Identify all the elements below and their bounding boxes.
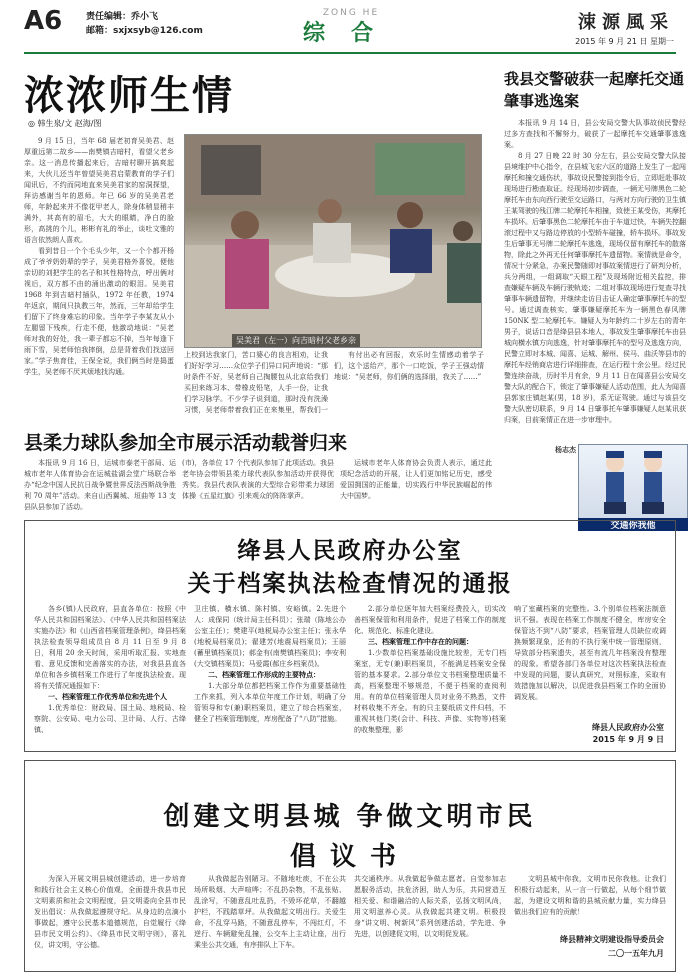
notice-para: 1.少数单位档案基础设施比较差，无专门档案室，无专(兼)职档案员，不能满足档案安全保管的基本要求。2.部分单位文书档案整理质量不高，档案整理不够规范，不便于档案的查阅利用。有的单位档案管理人员对业务不熟悉，文件材料收集不齐全。有的只主要纸质文件归档，不重视其他门类(会计、科技、声像、实物等)档案的收集整理，影 — [354, 649, 506, 734]
initiative-para: 为深入开展文明县城创建活动，进一步培育和践行社会主义核心价值观，全面提升我县市民文明素质和社会文明程度，县文明委向全县市民发出倡议：从我做起遵规守纪。从身边的点滴小事做起，遵守公民基本道德规范，自觉履行《绛县市民文明公约》、《绛县市民文明守则》，喜礼仪，讲文明，守公德。 — [34, 875, 186, 949]
article2-author: 杨志杰 — [555, 445, 576, 454]
notice-column — [34, 604, 186, 748]
article1-byline: ◎ 韩生泉/文 赵海/图 — [28, 119, 102, 128]
article1-para: 看到昔日一个个毛头少年，又一个个都开杨成了爷爷奶奶辈的学子，吴美君格外喜悦，便他亲切的刘把学生的名子和其性格特点，呼出俩对视后，双方都不由的涌出激动的眼泪。吴美君 1968 年到吉暗村插队，1972 年任教，1974 年返京，期间只执教三年，然而，三年却给学生们留下了终身难忘的印象。当年学子李某友从小左腿留下残疾，行走不便，他激动地说：“吴老师对我的好处，我一辈子都忘不掉，当年每逢下雨下雪，吴老师怕我摔倒，总是背着我们找送回家。”学子焦育佳，王保全说，我们俩当时是捣蛋学生，吴老师不厌其烦地找沟通。 — [24, 247, 174, 376]
editor-info — [86, 10, 203, 38]
issue-date: 2015 年 9 月 21 日 星期一 — [575, 37, 674, 46]
header-rule — [24, 52, 676, 54]
notice-column — [194, 604, 346, 748]
notice-column — [354, 604, 506, 748]
photo-caption: 吴美君（左一）向吉暗村父老乡亲 — [232, 334, 360, 347]
notice-para: 各乡(镇)人民政府，县直各单位：按照《中华人民共和国档案法》、《中华人民共和国档案法实施办法》和《山西省档案管理条例》，绛县档案执法检查领导组成员自 8 月 11 日至 9 月 8 日，利用 20 余天时间，采用听取汇报、实地查看、意见反馈和完善落实的办法，对我县县直各单位和各乡镇档案工作进行了年度执法检查。现将有关情况通报如下： — [34, 605, 186, 690]
article3-column — [24, 458, 176, 520]
notice-column — [514, 604, 666, 716]
initiative-para: 从我做起告别陋习。不随地吐痰，不在公共场所吸烟、大声喧哗；不乱扔杂物，不乱张贴、乱涂写，不随意乱吐乱扔，不毁坏花草，不翻越护栏，不践踏草坪。从我做起文明出行。关爱生命，不乱穿马路，不随意乱停车，不闯红灯，不逆行、车辆避免乱撞，公交车上主动让座，出行乘坐公共交通，有序排队上下车。 — [194, 875, 346, 949]
section-latin: ZONG HE — [322, 8, 380, 18]
section-title: 综合 — [302, 20, 399, 46]
notice-para: 1.优秀单位：财政局、国土局、地税局、检察院、公安局、电力公司、卫计局、人行、古绛镇、 — [34, 704, 186, 734]
article3-para: 运城市老年人体育协会负责人表示，通过此项纪念活动的开展，让人们更加铭记历史，感受爱国拥国的正能量，切实践行中华民族崛起的伟大中国梦。 — [340, 459, 492, 500]
initiative-date: 二〇一五年九月 — [608, 949, 664, 958]
initiative-column — [354, 874, 506, 968]
initiative-column — [514, 874, 666, 930]
notice-para: 1.大部分单位都把档案工作作为重要基础性工作来抓，列入本单位年度工作计划，明确了分管领导和专(兼)职档案员，建立了综合档案室，健全了档案管理制度，库房配备了“八防”措施。 — [194, 682, 346, 723]
article2-column — [504, 118, 686, 444]
notice-para: 响了室藏档案的完整性。3.个别单位档案法制意识不强。表现在档案工作制度不健全，库房安全保管达不到“八防”要求，档案管理人员缺位或调换频繁现象，还有的不执行案中统一管理原则，导致部分档案遗失，甚至有流几年档案没有整理的现象。希望各部门各单位对这次档案执法检查中发现的问题，要认真研究，对照标准，采取有效措施加以解决，以促进我县档案工作的全面协调发展。 — [514, 605, 666, 701]
notice-para: 2.部分单位逐年加大档案经费投入，切实改善档案保管和利用条件，促进了档案工作的制度化、规范化、标准化建设。 — [354, 605, 506, 635]
police-figures-icon — [579, 445, 689, 517]
article1-para: 上校到达我家门，苦口婆心的良言相劝，让我们好好学习……众位学子们异口同声地说：“那时条件不好，吴老师自己掏腰包从北京给我们买回来练习本、带橡皮铅笔，人手一份，让我们学习脉学。不少学子说到道，那时没有洗澡习惯，吴老师带着我们正在来集里，帮我们一 — [184, 351, 328, 414]
notice-section-heading: 三、档案管理工作中存在的问题： — [368, 638, 473, 646]
initiative-title: 创建文明县城 争做文明市民 — [163, 802, 537, 832]
article3-para: (市)，各单位 17 个代表队参加了此项活动。我县老年协会带领县柔力球代表队参加活动并获得优秀奖。我县代表队表演的大型综合彩带柔力球团体操《五星红旗》引来观众的阵阵掌声。 — [182, 459, 334, 500]
initiative-para: 文明县城中你我，文明市民你我他。让我们积极行动起来，从一言一行做起，从每个细节做起，为建设文明和谐的县城贡献力量，实力绛县做出我们应有的贡献！ — [514, 875, 666, 916]
article2-column — [504, 444, 576, 532]
page-code: A6 — [24, 6, 63, 36]
article3-column — [182, 458, 334, 520]
initiative-subtitle: 倡议书 — [289, 842, 410, 872]
article1-title: 浓浓师生情 — [24, 72, 234, 119]
photo-illustration — [185, 135, 482, 348]
section-header — [296, 8, 406, 47]
traffic-column-label: 交通你我他 — [578, 518, 688, 531]
initiative-para: 共交通秩序。从我做起争做志愿者。自觉参加志愿服务活动，扶危济困，助人为乐，共同营造互相关爱、和谐融洽的人际关系，弘扬文明风尚，用文明滋养心灵。从我做起共建文明。积极投身“讲文明、树新风”系列创建活动，学先进、争先进，以创建促文明，以文明促发展。 — [354, 875, 506, 938]
article2-body: 8 月 27 日晚 22 时 30 分左右，县公安局交警大队接县境维护中心指令，在县城飞宏六区的道路上发生了一起闯摩托和撞交通伤状，事故设民警接到指令后，立即赶赴事故现场进行勘查取证。经现场初步调查，一辆无号牌黑色二轮摩托车由东向西行驶至交运路口，与两对方向行驶的卫生镇王某驾驶的残江牌二轮摩托车相撞，致使王某受伤，其摩托车损坏。后肇事黑色二轮摩托车由于车道过快，车辆失控翻滚过程中又与路边停放的小型轿车碰撞，轿车损坏。事故发生后肇事无号牌二轮摩托车逃逸，现场仅留有摩托车的散落物，除此之外再无任何肇事摩托车遗留物。案情就是命令，情况十分紧急，办案民警随即对事故案情进行了研判分析，兵分两组，一组调取“天眼工程”及现场附近相关监控，排查嫌疑车辆及车辆行驶轨迹；二组对事故现场进行复查寻找肇事车辆遗留物，并继续走访目击证人确定肇事摩托车的型号。通过调查核实，肇事嫌疑摩托车为一辆黑色春风牌 150NK 型二轮摩托车。嫌疑人为年龄约二十岁左右的青年男子，说话口音是绛县县本地人，事故发生肇事摩托车由县城向横水镇方向逃逸，针对肇事摩托车的型号及逃逸方向，民警立即对本城、闻喜、运城、解州、侯马、曲沃等县市的摩托车经销商店进行详细排查，在运行程十余公里。经过民警连续奋战，历时半月有余，9 月 11 日在闻喜县公安局交警大队的配合下，锁定了肇事嫌疑人活动范围，此人为闻喜县郭家庄镇赵某(男，18 岁)，系无证驾驶。通过与该县交警大队密切联系，9 月 14 日肇事托车肇事嫌疑人赵某讯获归案，目前案情正在进一步审理中。 — [504, 152, 686, 424]
notice-subtitle: 关于档案执法检查情况的通报 — [187, 570, 513, 597]
article1-column — [184, 350, 328, 416]
article3-title: 县柔力球队参加全市展示活动载誉归来 — [24, 432, 348, 454]
notice-date: 2015 年 9 月 9 日 — [592, 735, 664, 744]
notice-signer: 绛县人民政府办公室 — [592, 723, 664, 732]
masthead-brand: 涑源風采 — [578, 12, 674, 33]
notice-section-heading: 一、档案管理工作优秀单位和先进个人 — [48, 693, 167, 701]
notice-para: 卫庄镇、横水镇、陈村镇、安峪镇。2.先进个人：成保同（统计局主任科员）；张瑞（陈地公办公室主任）；樊建平(地税局办公室主任)；张永华(地税局档案员)；翟建芳(地震局档案员)；王丽(蓄里镇档案员)；郝金有(南樊镇档案员)；李安利(大交镇档案员)；马爱霞(郝庄乡档案员)。 — [194, 605, 346, 668]
initiative-column — [194, 874, 346, 968]
initiative-signer: 绛县精神文明建设指导委员会 — [560, 935, 664, 944]
article1-para: 有付出必有回报，欢乐时生情感动着学子们，这个送给产，那个一口吃饭，学子王强动情地说：“吴老师，你们俩的选择朋，我关了……” — [334, 351, 484, 381]
traffic-police-illustration — [578, 444, 688, 528]
article2-lead: 本报讯 9 月 14 日，县公安局交警大队事故侦民警经过多方查找和不懈努力，破获了一起摩托车交通肇事逃逸案。 — [504, 119, 686, 149]
editor-email: 邮箱：sxjxsyb@126.com — [86, 26, 203, 36]
article3-column — [340, 458, 492, 520]
article2-title: 我县交警破获一起摩托交通肇事逃逸案 — [504, 70, 685, 110]
initiative-column — [34, 874, 186, 968]
notice-title: 绛县人民政府办公室 — [237, 537, 463, 564]
article3-para: 本报讯 9 月 16 日，运城市泰老干部局、运城市老年人体育协会在运城盐湖会堂广场联合举办“纪念中国人民抗日战争暨世界反法西斯战争胜利 70 周年”活动。来自山西翼城、垣曲等 13 支县队县参加了活动。 — [24, 459, 176, 511]
article1-para: 9 月 15 日，当年 68 届老初育吴美君、赵厚重远第二故乡——南樊镇吉暗村，看望父老乡亲。这一消息传播起来后，吉暗村聊开搞爽起来，大伙儿还当年曾望吴美君启蒙教育的学子们闻讯后，不约而同地直来吴美君家的窑洞探望，拜访感谢当年的恩师。年已 66 岁的吴美君老师，年龄起来并不像花甲老人，除身体稍显稍丰满外，其高有的眉毛，大大的眼睛，净白的脸形，高挑的个儿，彬彬有礼的举止，谈吐文雅的语言依然朗人喜欢。 — [24, 137, 174, 244]
article1-column — [334, 350, 484, 416]
editor-name: 责任编辑：乔小飞 — [86, 12, 159, 22]
article1-photo — [184, 134, 482, 348]
article1-column — [24, 136, 174, 414]
notice-section-heading: 二、档案管理工作形成的主要特点： — [208, 671, 320, 679]
